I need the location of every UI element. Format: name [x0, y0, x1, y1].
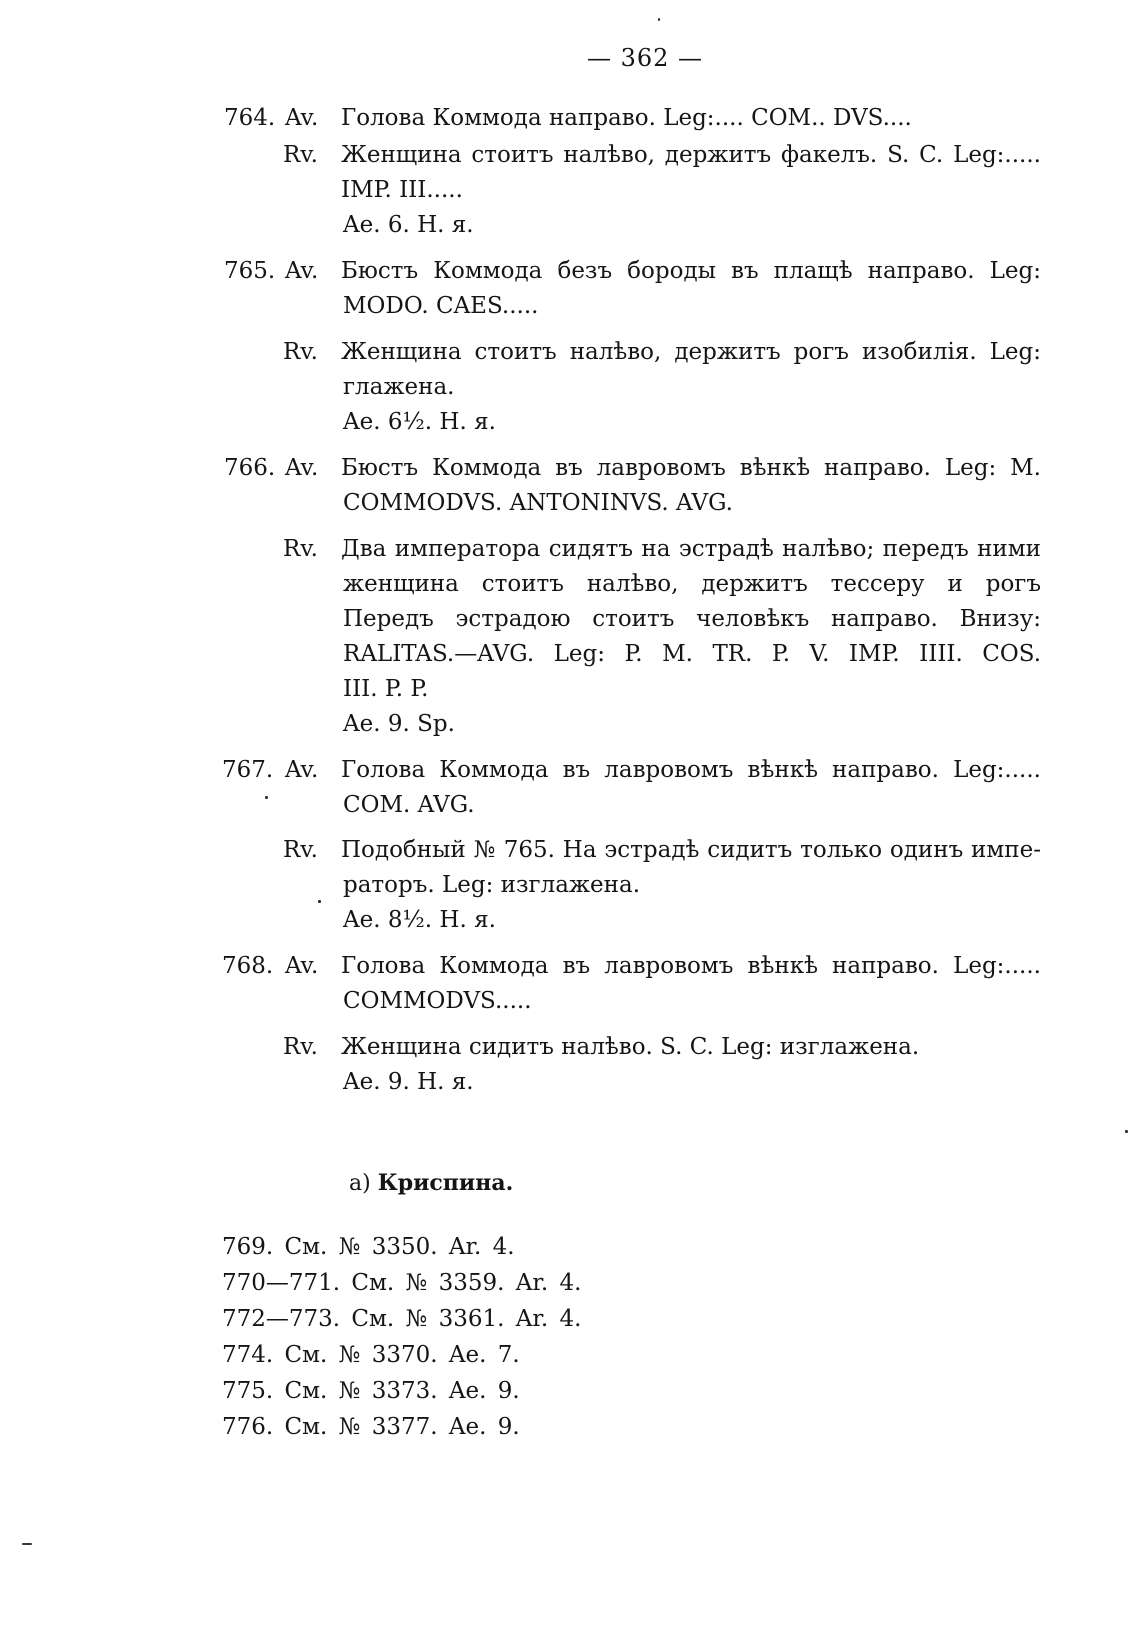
- entry-number: 767.: [222, 757, 274, 783]
- obverse-text: Бюстъ Коммода безъ бороды въ плащѣ направо. Leg:: [341, 258, 1041, 284]
- scan-speck: [22, 1543, 32, 1545]
- metal-size-note: Ae. 9. H. я.: [343, 1069, 474, 1095]
- section-heading: [349, 1168, 513, 1199]
- entry-number: 764.: [224, 105, 276, 131]
- obverse-text: COMMODVS.....: [343, 988, 532, 1014]
- reverse-text: Женщина стоитъ налѣво, держитъ рогъ изобилія. Leg:: [341, 339, 1041, 365]
- entry-number: 765.: [224, 258, 276, 284]
- metal-size-note: Ae. 9. Sp.: [343, 711, 455, 737]
- obverse-label: Av.: [285, 105, 319, 131]
- section-title: Криспина.: [377, 1170, 514, 1196]
- obverse-text: Бюстъ Коммода въ лавровомъ вѣнкѣ направо. Leg: M.: [341, 455, 1041, 481]
- reverse-label: Rv.: [283, 142, 318, 168]
- reverse-text: RALITAS.—AVG. Leg: P. M. TR. P. V. IMP. IIII. COS.: [343, 641, 1041, 667]
- reverse-text: женщина стоитъ налѣво, держитъ тессеру и рогъ: [343, 571, 1041, 597]
- reverse-text: IMP. III.....: [341, 177, 463, 203]
- obverse-text: COM. AVG.: [343, 792, 475, 818]
- obverse-text: Голова Коммода направо. Leg:.... COM.. DVS....: [341, 105, 912, 131]
- obverse-label: Av.: [285, 757, 319, 783]
- obverse-text: COMMODVS. ANTONINVS. AVG.: [343, 490, 733, 516]
- list-item: 772—773. См. № 3361. Ar. 4.: [222, 1306, 582, 1332]
- reverse-label: Rv.: [283, 1034, 318, 1060]
- metal-size-note: Ae. 6. H. я.: [343, 212, 474, 238]
- reverse-text: III. P. P.: [343, 676, 429, 702]
- reverse-text: Женщина стоитъ налѣво, держитъ факелъ. S. C. Leg:.....: [341, 142, 1041, 168]
- metal-size-note: Ae. 6½. H. я.: [343, 409, 496, 435]
- obverse-text: Голова Коммода въ лавровомъ вѣнкѣ направо. Leg:.....: [341, 953, 1041, 979]
- scan-speck: [318, 900, 321, 903]
- entry-number: 766.: [224, 455, 276, 481]
- metal-size-note: Ae. 8½. H. я.: [343, 907, 496, 933]
- reverse-text: раторъ. Leg: изглажена.: [343, 872, 641, 898]
- obverse-text: MODO. CAES.....: [343, 293, 539, 319]
- reverse-text: Женщина сидитъ налѣво. S. C. Leg: изглажена.: [341, 1034, 920, 1060]
- reverse-text: глажена.: [343, 374, 455, 400]
- obverse-label: Av.: [285, 953, 319, 979]
- obverse-text: Голова Коммода въ лавровомъ вѣнкѣ направо. Leg:.....: [341, 757, 1041, 783]
- reverse-text: Два императора сидятъ на эстрадѣ налѣво; передъ ними: [341, 536, 1041, 562]
- list-item: 776. См. № 3377. Ae. 9.: [222, 1414, 520, 1440]
- obverse-label: Av.: [285, 455, 319, 481]
- reverse-text: Подобный № 765. На эстрадѣ сидитъ только одинъ импе-: [341, 837, 1041, 863]
- list-item: 770—771. См. № 3359. Ar. 4.: [222, 1270, 582, 1296]
- reverse-label: Rv.: [283, 339, 318, 365]
- reverse-text: Передъ эстрадою стоитъ человѣкъ направо. Внизу:: [343, 606, 1041, 632]
- scan-speck: [658, 18, 660, 21]
- scan-speck: [265, 796, 268, 799]
- entry-number: 768.: [222, 953, 274, 979]
- list-item: 775. См. № 3373. Ae. 9.: [222, 1378, 520, 1404]
- obverse-label: Av.: [285, 258, 319, 284]
- page-number: — 362 —: [586, 44, 704, 72]
- list-item: 769. См. № 3350. Ar. 4.: [222, 1234, 515, 1260]
- scan-speck: [1125, 1130, 1128, 1133]
- list-item: 774. См. № 3370. Ae. 7.: [222, 1342, 520, 1368]
- reverse-label: Rv.: [283, 837, 318, 863]
- section-letter: a): [349, 1171, 371, 1196]
- reverse-label: Rv.: [283, 536, 318, 562]
